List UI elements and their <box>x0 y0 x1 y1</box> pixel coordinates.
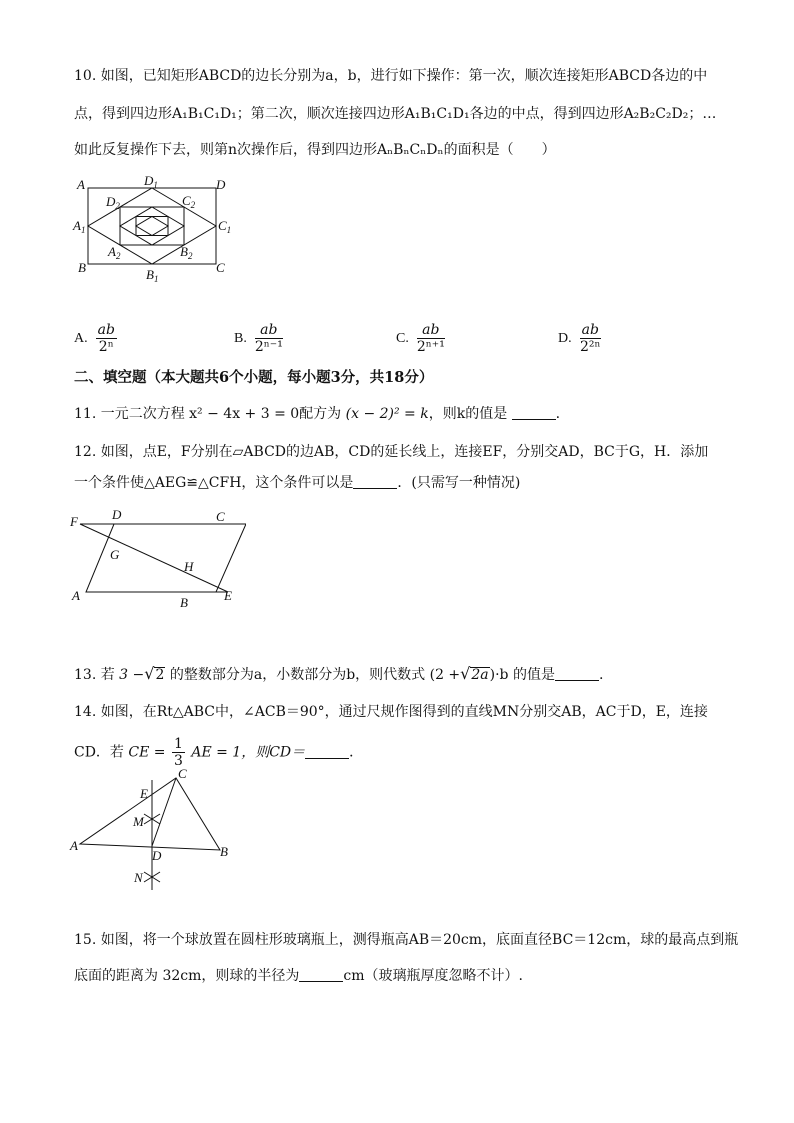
label-D: D <box>152 848 162 863</box>
label-G: G <box>110 547 120 562</box>
label-C: C <box>216 260 225 275</box>
label-B2: $B_2$ <box>180 244 193 261</box>
q10-option-c[interactable]: C. $\frac{ab}{\text{2ⁿ⁺¹}}$ <box>396 322 445 355</box>
q14-line-2: CD．若 CE = $\frac{1}{3}$ AE = 1，则CD＝ ． <box>74 736 364 769</box>
label-M: M <box>133 814 144 829</box>
triangle-abc <box>80 778 220 850</box>
q15-answer-blank[interactable] <box>299 967 343 982</box>
label-A: A <box>70 838 78 853</box>
q14-answer-blank[interactable] <box>305 744 349 759</box>
segment-ef <box>80 524 228 592</box>
label-N: N <box>134 870 143 885</box>
label-A1: $A_1$ <box>73 218 86 235</box>
q11-line: 11. 一元二次方程 x² − 4x + 3 = 0配方为 (x − 2)² = k，则k的值是 . <box>74 406 561 422</box>
q10-option-a[interactable]: A. $\frac{ab}{\text{2ⁿ}}$ <box>74 322 115 355</box>
q12-line-1: 12. 如图，点E，F分别在▱ABCD的边AB，CD的延长线上，连接EF，分别交AD，BC于G，H．添加 <box>74 444 709 460</box>
q11-answer-blank[interactable] <box>512 405 556 420</box>
label-C: C <box>216 509 225 524</box>
q10-line-1: 10. 如图，已知矩形ABCD的边长分别为a，b，进行如下操作：第一次，顺次连接矩形ABCD各边的中 <box>74 68 708 84</box>
q15-line-2: 底面的距离为 32cm，则球的半径为 cm（玻璃瓶厚度忽略不计）. <box>74 968 523 984</box>
rhombus-3 <box>136 217 168 236</box>
label-C2: $C_2$ <box>182 193 196 210</box>
label-E: E <box>224 588 232 603</box>
q15-line-1: 15. 如图，将一个球放置在圆柱形玻璃瓶上，测得瓶高AB＝20cm，底面直径BC＝12cm，球的最高点到瓶 <box>74 932 739 948</box>
label-B: B <box>78 260 86 275</box>
q10-option-b[interactable]: B. $\frac{ab}{\text{2ⁿ⁻¹}}$ <box>234 322 283 355</box>
label-D: D <box>112 507 122 522</box>
rect-2 <box>120 207 184 245</box>
label-E: E <box>140 786 148 801</box>
q12-parallelogram-figure <box>66 504 246 612</box>
q10-line-3: 如此反复操作下去，则第n次操作后，得到四边形AₙBₙCₙDₙ的面积是（ ） <box>74 142 556 158</box>
label-D1: $D_1$ <box>144 173 158 190</box>
label-C1: $C_1$ <box>218 218 232 235</box>
q10-option-d[interactable]: D. $\frac{ab}{\text{2²ⁿ}}$ <box>558 322 601 355</box>
q13-answer-blank[interactable] <box>555 666 599 681</box>
section-2-heading: 二、填空题（本大题共6个小题，每小题3分，共18分） <box>74 369 434 386</box>
label-D: D <box>216 177 226 192</box>
label-A: A <box>72 588 80 603</box>
q12-line-2: 一个条件使△AEG≌△CFH，这个条件可以是 ．(只需写一种情况) <box>74 475 521 491</box>
q10-rectangle-figure <box>70 172 240 284</box>
q14-line-1: 14. 如图，在Rt△ABC中，∠ACB＝90°，通过尺规作图得到的直线MN分别交AB，AC于D，E，连接 <box>74 704 708 720</box>
label-A: A <box>77 177 85 192</box>
label-C: C <box>178 768 187 781</box>
q10-line-2: 点，得到四边形A₁B₁C₁D₁；第二次，顺次连接四边形A₁B₁C₁D₁各边的中点，得到四边形A₂B₂C₂D₂；… <box>74 106 717 122</box>
label-B: B <box>180 595 188 610</box>
q14-triangle-figure <box>68 768 248 892</box>
rect-3 <box>136 217 168 236</box>
label-H: H <box>184 559 194 574</box>
label-B: B <box>220 844 228 859</box>
q12-answer-blank[interactable] <box>353 474 397 489</box>
label-A2: $A_2$ <box>108 244 121 261</box>
q13-line: 13. 若 3 −√2 的整数部分为a，小数部分为b，则代数式 (2 +√2a)·b 的值是 . <box>74 664 604 683</box>
segment-cd <box>152 778 176 846</box>
label-F: F <box>70 514 78 529</box>
label-B1: $B_1$ <box>146 267 159 284</box>
rhombus-2 <box>120 207 184 245</box>
label-D2: $D_2$ <box>106 194 120 211</box>
q11-expression: (x − 2)² = k <box>345 406 429 422</box>
